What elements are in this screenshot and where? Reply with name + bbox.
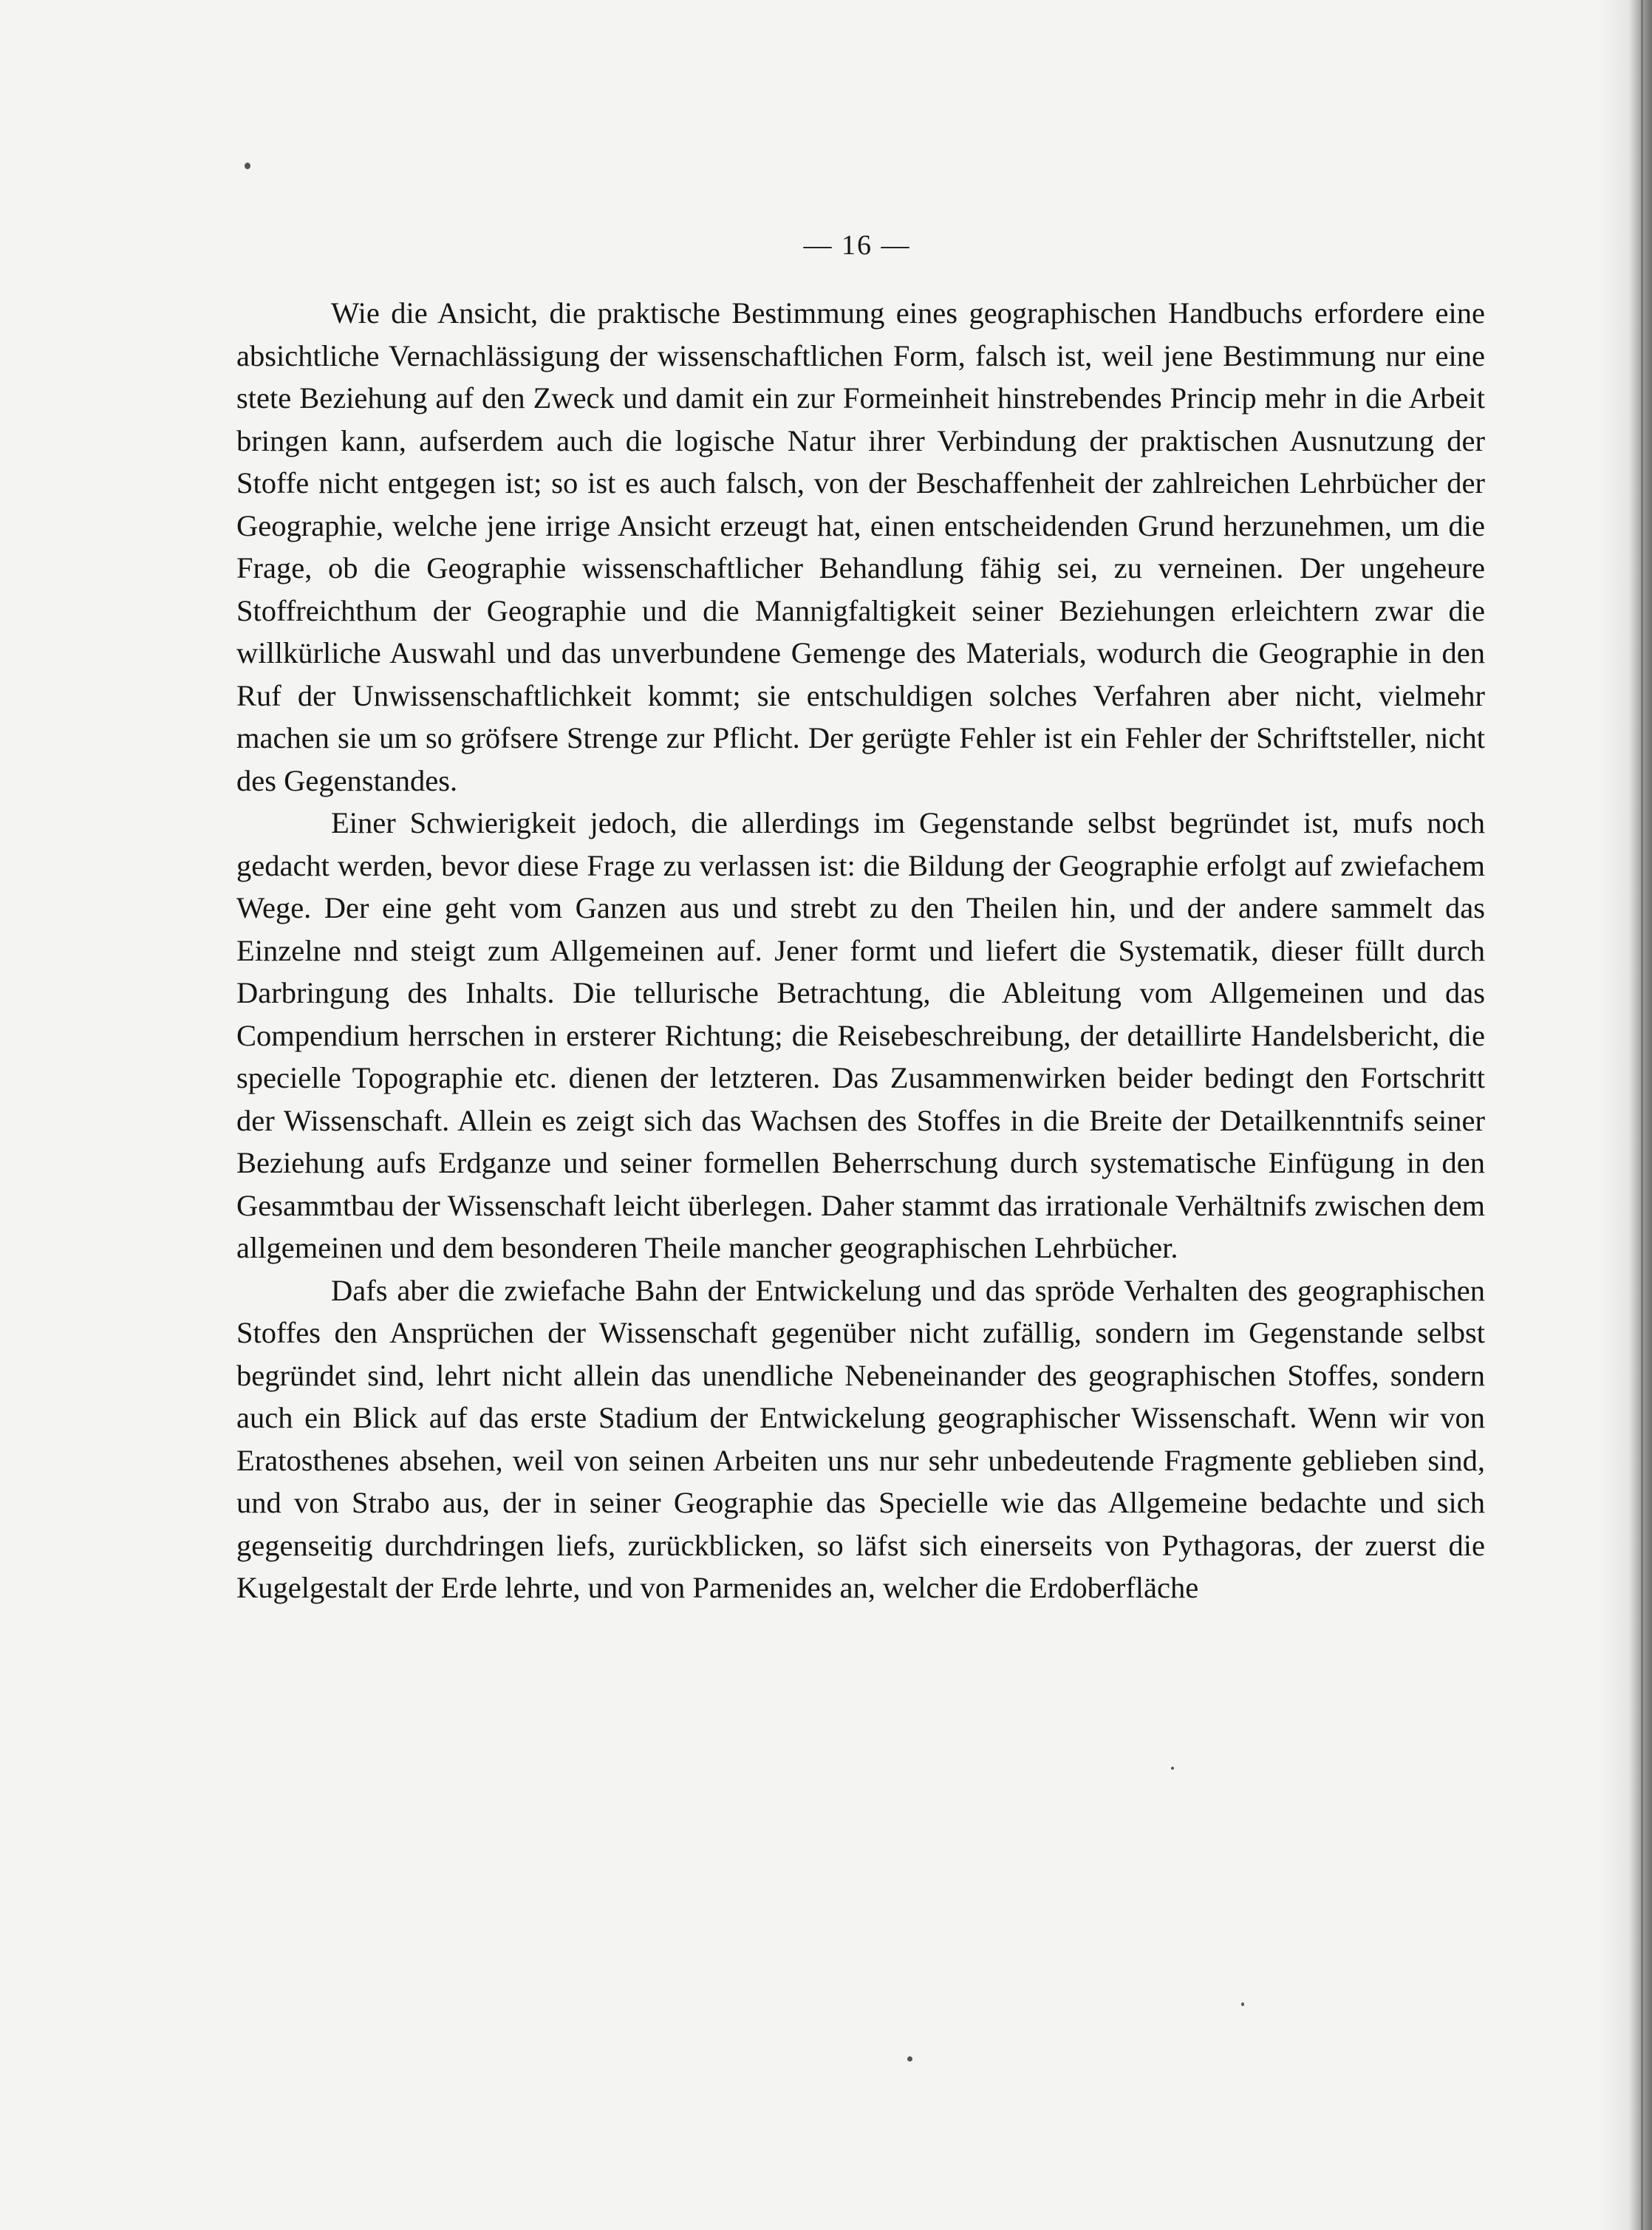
- paragraph: Einer Schwierigkeit jedoch, die allerdings im Gegenstande selbst begründet ist, mufs noch gedacht werden, bevor diese Frage zu verlassen ist: die Bildung der Geographie erfolgt auf zwiefachem Wege. Der eine geht vom Ganzen aus und strebt zu den Theilen hin, und der andere sammelt das Einzelne nnd steigt zum Allgemeinen auf. Jener formt und liefert die Systematik, dieser füllt durch Darbringung des Inhalts. Die tellurische Betrachtung, die Ableitung vom Allgemeinen und das Compendium herrschen in ersterer Richtung; die Reisebeschreibung, der detaillirte Handelsbericht, die specielle Topographie etc. dienen der letzteren. Das Zusammenwirken beider bedingt den Fortschritt der Wissenschaft. Allein es zeigt sich das Wachsen des Stoffes in die Breite der Detailkenntnifs seiner Beziehung aufs Erdganze und seiner formellen Beherrschung durch systematische Einfügung in den Gesammtbau der Wissenschaft leicht überlegen. Daher stammt das irrationale Verhältnifs zwischen dem allgemeinen und dem besonderen Theile mancher geographischen Lehrbücher.: [236, 806, 1485, 1264]
- page-number: — 16 —: [803, 230, 911, 261]
- paper-speck: [245, 163, 250, 169]
- paper-speck: [1241, 2002, 1244, 2006]
- paragraph: Wie die Ansicht, die praktische Bestimmung eines geographischen Handbuchs erfordere eine absichtliche Vernachlässigung der wissenschaftlichen Form, falsch ist, weil jene Bestimmung nur eine stete Beziehung auf den Zweck und damit ein zur Formeinheit hinstrebendes Princip mehr in die Arbeit bringen kann, aufserdem auch die logische Natur ihrer Verbindung der praktischen Ausnutzung der Stoffe nicht entgegen ist; so ist es auch falsch, von der Beschaffenheit der zahlreichen Lehrbücher der Geographie, welche jene irrige Ansicht erzeugt hat, einen entscheidenden Grund herzunehmen, um die Frage, ob die Geographie wissenschaftlicher Behandlung fähig sei, zu verneinen. Der ungeheure Stoffreichthum der Geographie und die Mannigfaltigkeit seiner Beziehungen erleichtern zwar die willkürliche Auswahl und das unverbundene Gemenge des Materials, wodurch die Geographie in den Ruf der Unwissenschaftlichkeit kommt; sie entschuldigen solches Verfahren aber nicht, vielmehr machen sie um so gröfsere Strenge zur Pflicht. Der gerügte Fehler ist ein Fehler der Schriftsteller, nicht des Gegenstandes.: [236, 296, 1485, 797]
- paper-speck: [907, 2056, 912, 2062]
- binding-shadow: [1600, 0, 1652, 2230]
- page-edge: [1641, 0, 1643, 2230]
- paragraph: Dafs aber die zwiefache Bahn der Entwickelung und das spröde Verhalten des geographischen Stoffes den Ansprüchen der Wissenschaft gegenüber nicht zufällig, sondern im Gegenstande selbst begründet sind, lehrt nicht allein das unendliche Nebeneinander des geographischen Stoffes, sondern auch ein Blick auf das erste Stadium der Entwickelung geographischer Wissenschaft. Wenn wir von Eratosthenes absehen, weil von seinen Arbeiten uns nur sehr unbedeutende Fragmente geblieben sind, und von Strabo aus, der in seiner Geographie das Specielle wie das Allgemeine bedachte und sich gegenseitig durchdringen liefs, zurückblicken, so läfst sich einerseits von Pythagoras, der zuerst die Kugelgestalt der Erde lehrte, und von Parmenides an, welcher die Erdoberfläche: [236, 1273, 1485, 1604]
- body-text: [236, 292, 1485, 1609]
- paper-speck: [1171, 1767, 1174, 1770]
